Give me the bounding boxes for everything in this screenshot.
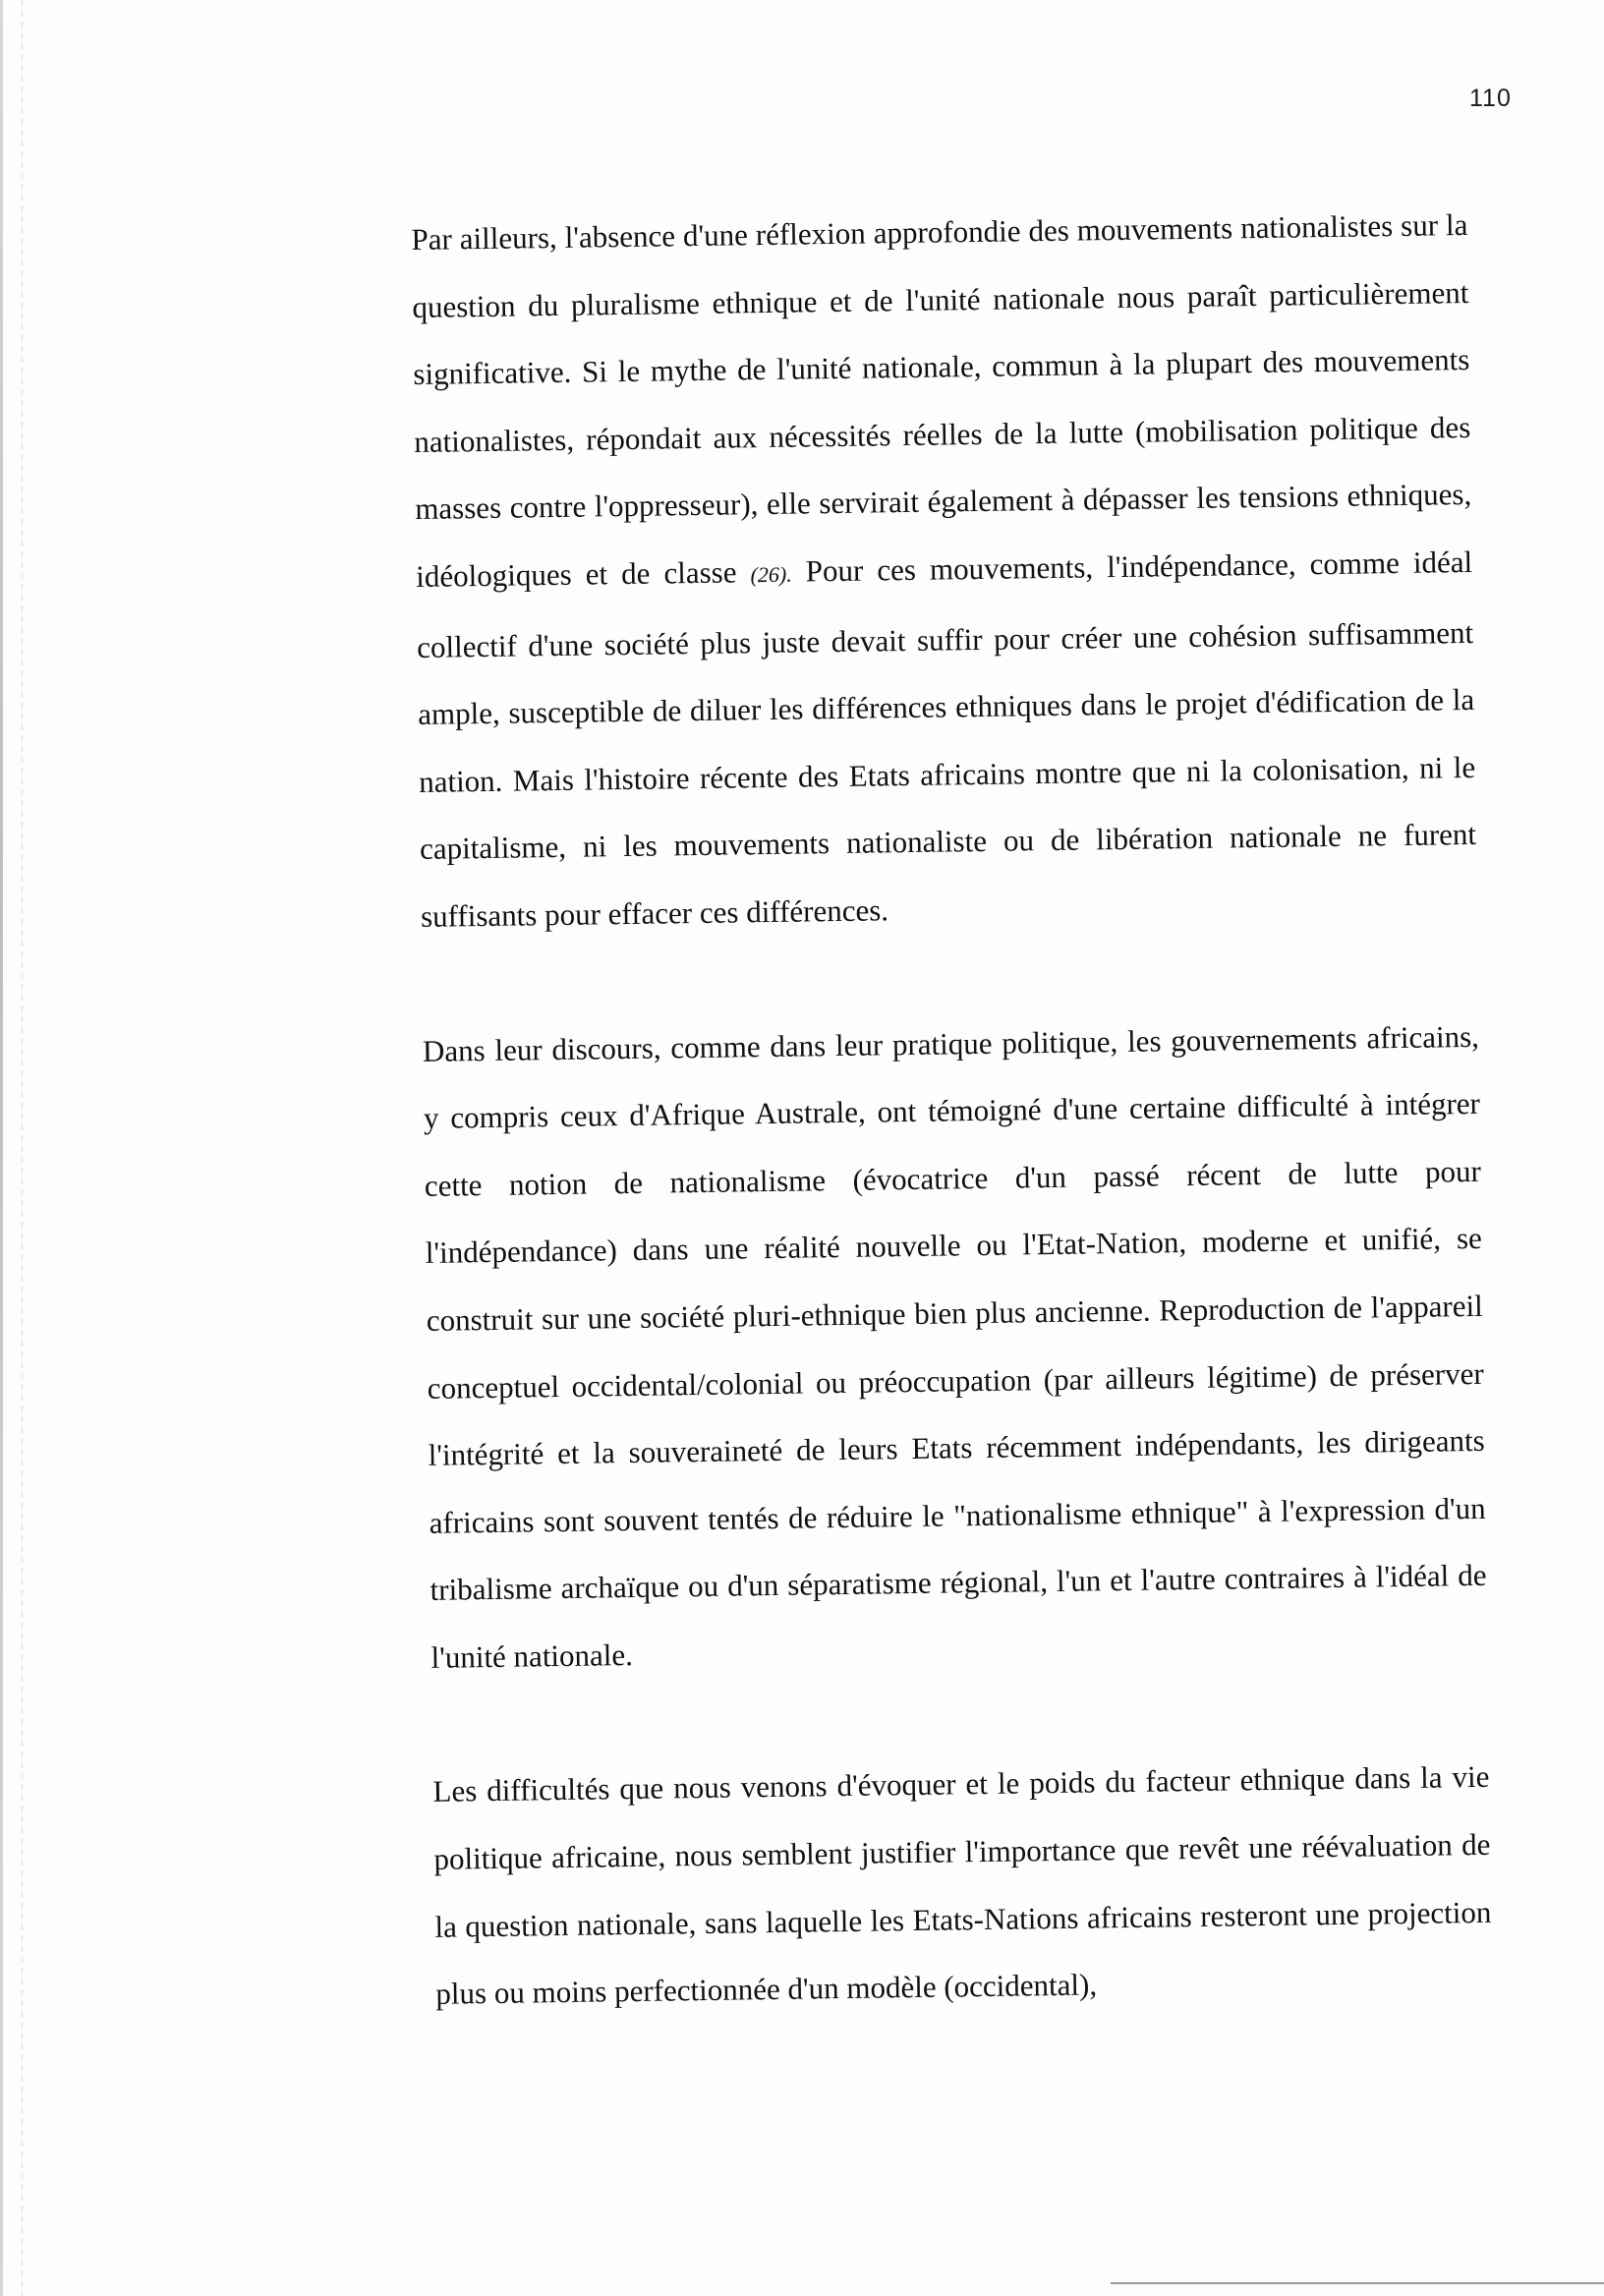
scan-binding-marks <box>22 0 23 2296</box>
paragraph-1-text-b: Pour ces mouvements, l'indépendance, comme idéal collectif d'une société plus juste devait suffir pour créer une cohésion suffisamment ample, susceptible de diluer les différences ethniques dans le projet d'édification de la nation. Mais l'histoire récente des Etats africains montre que ni la colonisation, ni le capitalisme, ni les mouvements nationaliste ou de libération nationale ne furent suffisants pour effacer ces différences. <box>417 544 1477 934</box>
paragraph-3: Les difficultés que nous venons d'évoquer et le poids du facteur ethnique dans la vie politique africaine, nous semblent justifier l'importance que revêt une réévaluation de la question nationale, sans laquelle les Etats-Nations africains resteront une projection plus ou moins perfectionnée d'un modèle (occidental), <box>432 1759 1492 2012</box>
paragraph-1-text-a: Par ailleurs, l'absence d'une réflexion approfondie des mouvements nationalistes sur la question du pluralisme ethnique et de l'unité nationale nous paraît particulièrement significative. Si le mythe de l'unité nationale, commun à la plupart des mouvements nationalistes, répondait aux nécessités réelles de la lutte (mobilisation politique des masses contre l'oppresseur), elle servirait également à dépasser les tensions ethniques, idéologiques et de classe <box>411 206 1472 594</box>
scan-bottom-rule <box>1111 2282 1604 2284</box>
paragraph-1 <box>411 192 1477 950</box>
paragraph-2: Dans leur discours, comme dans leur pratique politique, les gouvernements africains, y compris ceux d'Afrique Australe, ont témoigné d'une certaine difficulté à intégrer cette notion de nationalisme (évocatrice d'un passé récent de lutte pour l'indépendance) dans une réalité nouvelle ou l'Etat-Nation, moderne et unifié, se construit sur une société pluri-ethnique bien plus ancienne. Reproduction de l'appareil conceptuel occidental/colonial ou préoccupation (par ailleurs légitime) de préserver l'intégrité et la souveraineté de leurs Etats récemment indépendants, les dirigeants africains sont souvent tentés de réduire le "nationalisme ethnique" à l'expression d'un tribalisme archaïque ou d'un séparatisme régional, l'un et l'autre contraires à l'idéal de l'unité nationale. <box>422 1018 1487 1675</box>
page-number: 110 <box>1469 85 1512 112</box>
body-text <box>411 192 1493 2029</box>
scan-left-edge <box>0 0 3 2296</box>
footnote-reference: (26). <box>750 561 792 588</box>
